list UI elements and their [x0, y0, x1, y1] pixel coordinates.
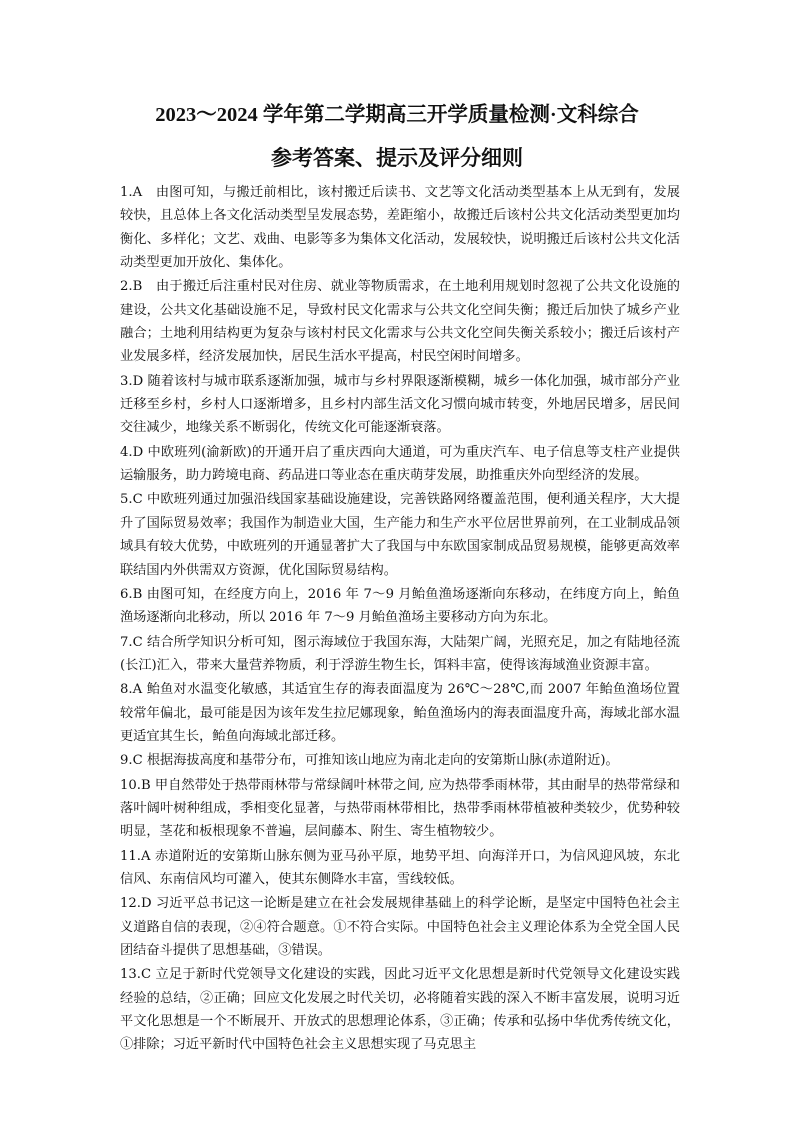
answer-item-8: 8.A 鲐鱼对水温变化敏感，其适宜生存的海表面温度为 26℃～28℃,而 2007 年鲐鱼渔场位置较常年偏北，最可能是因为该年发生拉尼娜现象，鲐鱼渔场内的海表面温度升高，海域北部水温更适宜其生长，鲐鱼向海域北部迁移。 [120, 682, 680, 744]
answer-item-11: 11.A 赤道附近的安第斯山脉东侧为亚马孙平原，地势平坦、向海洋开口，为信风迎风坡，东北信风、东南信风均可灌入，使其东侧降水丰富，雪线较低。 [120, 848, 680, 887]
answer-list [120, 181, 680, 1057]
answer-item-3: 3.D 随着该村与城市联系逐渐加强，城市与乡村界限逐渐模糊，城乡一体化加强，城市部分产业迁移至乡村，乡村人口逐渐增多，且乡村内部生活文化习惯向城市转变，外地居民增多，居民间交往减少，地缘关系不断弱化，传统文化可能逐渐衰落。 [120, 373, 680, 436]
answer-item-7: 7.C 结合所学知识分析可知，图示海域位于我国东海，大陆架广阔，光照充足，加之有陆地径流(长江)汇入，带来大量营养物质，利于浮游生物生长，饵料丰富，使得该海域渔业资源丰富。 [120, 634, 680, 673]
answer-item-9: 9.C 根据海拔高度和基带分布，可推知该山地应为南北走向的安第斯山脉(赤道附近)。 [120, 753, 619, 769]
answer-item-4: 4.D 中欧班列(渝新欧)的开通开启了重庆西向大通道，可为重庆汽车、电子信息等支柱产业提供运输服务，助力跨境电商、药品进口等业态在重庆萌芽发展，助推重庆外向型经济的发展。 [120, 444, 680, 484]
answer-item-2: 2.B 由于搬迁后注重村民对住房、就业等物质需求，在土地利用规划时忽视了公共文化设施的建设，公共文化基础设施不足，导致村民文化需求与公共文化空间失衡；搬迁后加快了城乡产业融合；土地利用结构更为复杂与该村村民文化需求与公共文化空间失衡关系较小；搬迁后该村产业发展多样，经济发展加快，居民生活水平提高，村民空闲时间增多。 [120, 279, 680, 365]
answer-item-1: 1.A 由图可知，与搬迁前相比，该村搬迁后读书、文艺等文化活动类型基本上从无到有，发展较快，且总体上各文化活动类型呈发展态势，差距缩小，故搬迁后该村公共文化活动类型更加均衡化、多样化；文艺、戏曲、电影等多为集体文化活动，发展较快，说明搬迁后该村公共文化活动类型更加开放化、集体化。 [120, 185, 680, 271]
document-title: 2023～2024 学年第二学期高三开学质量检测·文科综合 [155, 104, 639, 126]
answer-item-12: 12.D 习近平总书记这一论断是建立在社会发展规律基础上的科学论断，是坚定中国特色社会主义道路自信的表现，②④符合题意。①不符合实际。中国特色社会主义理论体系为全党全国人民团结奋斗提供了思想基础，③错误。 [120, 896, 680, 958]
document-subtitle: 参考答案、提示及评分细则 [271, 145, 523, 170]
answer-item-10: 10.B 甲自然带处于热带雨林带与常绿阔叶林带之间, 应为热带季雨林带，其由耐旱的热带常绿和落叶阔叶树种组成，季相变化显著，与热带雨林带相比，热带季雨林带植被种类较少，优势种较明显，茎花和板根现象不普遍，层间藤本、附生、寄生植物较少。 [120, 777, 680, 840]
answer-item-6: 6.B 由图可知，在经度方向上，2016 年 7～9 月鲐鱼渔场逐渐向东移动，在纬度方向上，鲐鱼渔场逐渐向北移动，所以 2016 年 7～9 月鲐鱼渔场主要移动方向为东北。 [120, 586, 680, 626]
answer-item-13: 13.C 立足于新时代党领导文化建设的实践，因此习近平文化思想是新时代党领导文化建设实践经验的总结，②正确；回应文化发展之时代关切，必将随着实践的深入不断丰富发展，说明习近平文化思想是一个不断展开、开放式的思想理论体系，③正确；传承和弘扬中华优秀传统文化，①排除；习近平新时代中国特色社会主义思想实现了马克思主 [120, 967, 680, 1053]
answer-item-5: 5.C 中欧班列通过加强沿线国家基础设施建设，完善铁路网络覆盖范围，便利通关程序，大大提升了国际贸易效率；我国作为制造业大国，生产能力和生产水平位居世界前列，在工业制成品领域具有较大优势，中欧班列的开通显著扩大了我国与中东欧国家制成品贸易规模，能够更高效率联结国内外供需双方资源，优化国际贸易结构。 [120, 492, 680, 578]
